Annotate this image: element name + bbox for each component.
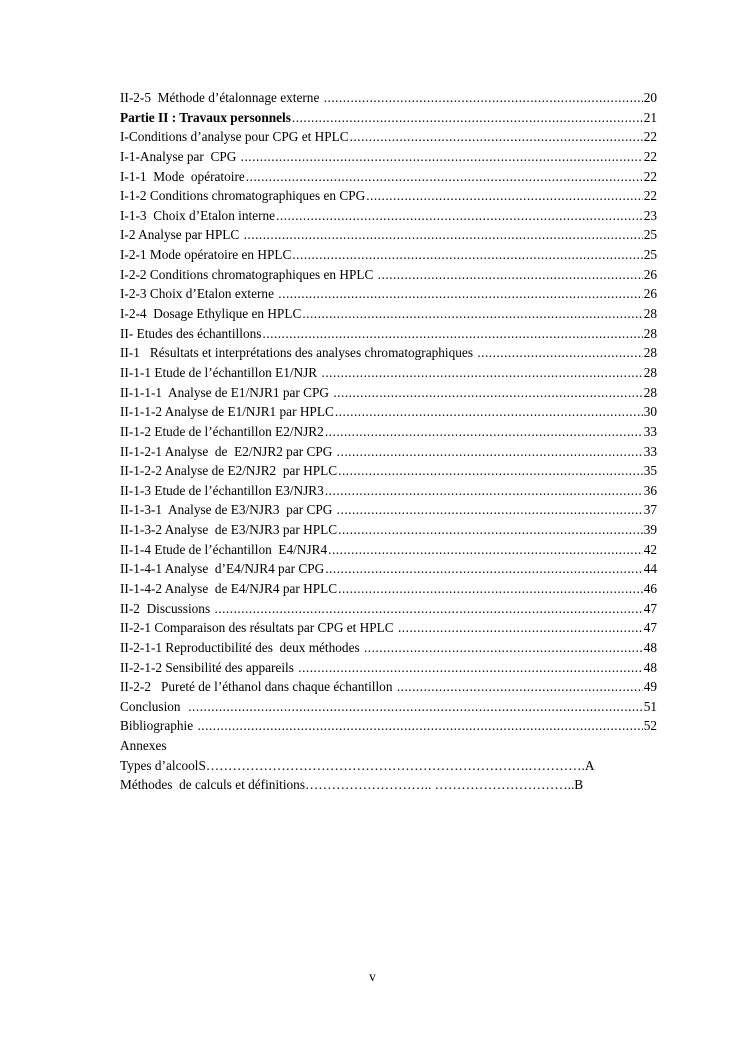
toc-entry-page-number: 35: [643, 463, 657, 479]
toc-dot-leader: [335, 402, 643, 422]
toc-entry-page-number: 26: [643, 286, 657, 302]
toc-entry-page-number: 28: [643, 345, 657, 361]
toc-entry-page-number: 25: [643, 227, 657, 243]
toc-dot-leader: [241, 147, 643, 167]
toc-entry-label: II-1-1 Etude de l’échantillon E1/NJR: [120, 364, 321, 380]
toc-dot-leader: [364, 638, 643, 658]
toc-entry-page-number: 44: [643, 561, 657, 577]
toc-entry-page-number: 46: [643, 581, 657, 596]
toc-entry: [120, 324, 657, 344]
toc-entry: [120, 147, 657, 167]
toc-entry-label: II-2-1-1 Reproductibilité des deux méthodes: [120, 639, 363, 655]
toc-entry: [120, 108, 657, 128]
toc-entry-page-number: 28: [643, 364, 657, 380]
toc-entry-page-number: 48: [643, 639, 657, 655]
toc-entry-page-number: 48: [643, 659, 657, 675]
toc-dot-leader: [292, 108, 643, 128]
toc-dot-leader: [333, 383, 642, 403]
toc-entry-page-number: 22: [643, 148, 657, 164]
toc-entry-label: II-1-3-1 Analyse de E3/NJR3 par CPG: [120, 502, 336, 518]
toc-dot-leader: [477, 343, 642, 363]
toc-entry-page-number: 28: [643, 384, 657, 400]
toc-dot-leader: [325, 559, 642, 579]
toc-dot-leader: [214, 599, 642, 619]
toc-entry-label: I-2-2 Conditions chromatographiques en HPLC: [120, 266, 377, 282]
toc-entry-label: II-1-1-2 Analyse de E1/NJR1 par HPLC: [120, 404, 334, 420]
page-number: v: [369, 969, 376, 984]
toc-entry-page-number: 26: [643, 266, 657, 282]
toc-entry-page-number: 23: [643, 207, 657, 223]
toc-entry-page-number: 21: [643, 109, 657, 125]
toc-entry-page-number: 52: [643, 718, 657, 734]
toc-dot-leader: [302, 304, 642, 324]
toc-entry-label: I-1-1 Mode opératoire: [120, 168, 245, 184]
toc-entry-page-number: 36: [643, 482, 657, 498]
toc-entry: [120, 167, 657, 187]
toc-dot-leader: [378, 265, 643, 285]
toc-entry: [120, 638, 657, 658]
toc-entry-page-number: 22: [643, 188, 657, 204]
toc-dot-leader: [325, 422, 643, 442]
toc-entry-page-number: 22: [643, 168, 657, 184]
table-of-contents: [120, 88, 657, 795]
toc-entry-page-number: 30: [643, 404, 657, 420]
toc-dot-leader: [324, 88, 643, 108]
toc-entry-page-number: 47: [643, 620, 657, 636]
toc-dot-leader: [325, 481, 643, 501]
toc-entry-label: Bibliographie: [120, 718, 197, 734]
toc-entry-label: II-1-2-2 Analyse de E2/NJR2 par HPLC: [120, 463, 338, 479]
toc-entry-label: II- Etudes des échantillons: [120, 325, 262, 341]
toc-entry: [120, 559, 657, 579]
toc-entry: [120, 304, 657, 324]
toc-entry-label: Conclusion: [120, 698, 188, 714]
toc-entry-label: I-1-2 Conditions chromatographiques en CPG: [120, 188, 366, 204]
toc-entry-label: II-1-1-1 Analyse de E1/NJR1 par CPG: [120, 384, 333, 400]
toc-dot-leader: [397, 677, 643, 697]
toc-entry: [120, 461, 657, 481]
toc-entry-label: I-Conditions d’analyse pour CPG et HPLC: [120, 129, 349, 145]
toc-entry: [120, 658, 657, 678]
toc-dot-leader: [197, 717, 642, 737]
toc-entry-label: II-2-1 Comparaison des résultats par CPG et HPLC: [120, 620, 397, 636]
toc-entry: [120, 225, 657, 245]
toc-entry: [120, 677, 657, 697]
annex-entry-methodes-calculs: Méthodes de calculs et définitions……………………….. …………………………..B: [120, 777, 584, 793]
toc-entry-page-number: 33: [643, 443, 657, 459]
toc-dot-leader: [262, 324, 642, 344]
toc-entry-page-number: 47: [643, 600, 657, 616]
toc-entries: [120, 88, 657, 736]
toc-entry-label: II-2-5 Méthode d’étalonnage externe: [120, 89, 323, 105]
toc-entry: [120, 383, 657, 403]
toc-entry: [120, 697, 657, 717]
toc-entry-label: Partie II : Travaux personnels: [120, 109, 291, 125]
toc-entry-page-number: 28: [643, 306, 657, 322]
toc-entry: [120, 481, 657, 501]
toc-dot-leader: [337, 442, 643, 462]
toc-entry-label: II-1-2 Etude de l’échantillon E2/NJR2: [120, 423, 324, 439]
toc-dot-leader: [337, 500, 643, 520]
toc-dot-leader: [246, 167, 643, 187]
toc-entry-label: I-2-3 Choix d’Etalon externe: [120, 286, 278, 302]
toc-entry: [120, 579, 657, 599]
annexes-heading: Annexes: [120, 738, 167, 754]
toc-entry-label: II-1-4-1 Analyse d’E4/NJR4 par CPG: [120, 561, 325, 577]
toc-entry: [120, 500, 657, 520]
toc-entry-label: II-1-2-1 Analyse de E2/NJR2 par CPG: [120, 443, 336, 459]
toc-entry-page-number: 20: [643, 89, 657, 105]
annex-entry-types-alcools: Types d’alcoolS……………………………………………………………….………….A: [120, 757, 595, 773]
toc-entry-label: II-1-3 Etude de l’échantillon E3/NJR3: [120, 482, 324, 498]
toc-dot-leader: [278, 284, 642, 304]
toc-entry-label: II-1-3-2 Analyse de E3/NJR3 par HPLC: [120, 522, 338, 538]
toc-dot-leader: [322, 363, 643, 383]
toc-entry: [120, 265, 657, 285]
toc-dot-leader: [338, 461, 643, 481]
toc-entry-page-number: 39: [643, 522, 657, 538]
toc-entry-page-number: 22: [643, 129, 657, 145]
toc-entry-label: II-2-2 Pureté de l’éthanol dans chaque échantillon: [120, 679, 396, 695]
toc-entry-page-number: 33: [643, 423, 657, 439]
toc-entry-label: II-1 Résultats et interprétations des analyses chromatographiques: [120, 345, 477, 361]
toc-dot-leader: [338, 579, 643, 599]
toc-entry-page-number: 42: [643, 541, 657, 557]
toc-dot-leader: [338, 520, 643, 540]
toc-entry: [120, 422, 657, 442]
toc-entry-label: I-2-1 Mode opératoire en HPLC: [120, 247, 292, 263]
toc-entry-label: II-1-4 Etude de l’échantillon E4/NJR4: [120, 541, 328, 557]
toc-entry: [120, 540, 657, 560]
toc-dot-leader: [292, 245, 642, 265]
toc-dot-leader: [398, 618, 643, 638]
toc-entry-label: I-1-Analyse par CPG: [120, 148, 240, 164]
toc-dot-leader: [328, 540, 643, 560]
toc-entry: [120, 186, 657, 206]
toc-entry: [120, 618, 657, 638]
toc-entry-page-number: 51: [643, 698, 657, 714]
toc-dot-leader: [244, 225, 643, 245]
toc-entry: [120, 717, 657, 737]
toc-entry: [120, 599, 657, 619]
toc-entry-label: I-2 Analyse par HPLC: [120, 227, 243, 243]
toc-entry: [120, 442, 657, 462]
toc-entry: [120, 343, 657, 363]
toc-entry: [120, 402, 657, 422]
toc-dot-leader: [276, 206, 643, 226]
toc-entry: [120, 520, 657, 540]
toc-entry: [120, 284, 657, 304]
toc-entry-label: II-2 Discussions: [120, 600, 214, 616]
toc-entry-page-number: 25: [643, 247, 657, 263]
toc-dot-leader: [298, 658, 642, 678]
toc-entry: [120, 363, 657, 383]
toc-entry-page-number: 28: [643, 325, 657, 341]
toc-dot-leader: [366, 186, 642, 206]
toc-entry-label: I-1-3 Choix d’Etalon interne: [120, 207, 276, 223]
toc-entry-page-number: 49: [643, 679, 657, 695]
toc-entry: [120, 88, 657, 108]
toc-entry-label: II-2-1-2 Sensibilité des appareils: [120, 659, 298, 675]
toc-entry-label: I-2-4 Dosage Ethylique en HPLC: [120, 306, 302, 322]
toc-entry-label: II-1-4-2 Analyse de E4/NJR4 par HPLC: [120, 581, 338, 596]
toc-entry-page-number: 37: [643, 502, 657, 518]
toc-entry: [120, 245, 657, 265]
toc-entry: [120, 206, 657, 226]
toc-dot-leader: [188, 697, 642, 717]
toc-entry: [120, 127, 657, 147]
toc-dot-leader: [350, 127, 643, 147]
